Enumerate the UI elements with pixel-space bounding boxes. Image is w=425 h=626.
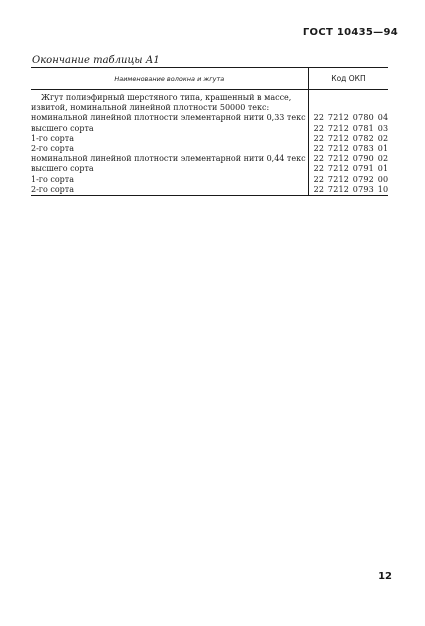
table-caption: Окончание таблицы А1 [32,55,160,66]
row-name: номинальной линейной плотности элементарной нити 0,33 текс [31,113,308,123]
table-row [31,144,388,154]
table-row [31,185,388,196]
table-row [31,164,388,174]
column-header-code: Код ОКП [308,68,388,90]
column-header-name: Наименование волокна и жгута [31,68,308,90]
table-header-row [31,68,388,90]
okp-codes-table [31,67,388,196]
row-name: 1-го сорта [31,175,308,185]
table-row [31,154,388,164]
document-code: ГОСТ 10435—94 [302,27,398,38]
row-code: 22 7212 0781 03 [313,123,389,133]
row-code: 22 7212 0782 02 [313,133,389,143]
row-code: 22 7212 0792 00 [313,174,389,184]
intro-line-2: извитой, номинальной линейной плотности 50000 текс: [31,103,270,113]
row-code: 22 7212 0793 10 [308,185,388,196]
row-name: номинальной линейной плотности элементарной нити 0,44 текс [31,154,308,164]
row-name: высшего сорта [31,124,308,134]
table-row [31,124,388,134]
intro-line-1: Жгут полиэфирный шерстяного типа, крашенный в массе, [41,93,292,102]
table-row [31,134,388,144]
row-name: 2-го сорта [31,144,308,154]
row-name: высшего сорта [31,164,308,174]
row-code: 22 7212 0780 04 [313,113,389,123]
intro-text [31,90,308,114]
row-code: 22 7212 0791 01 [313,164,389,174]
row-name: 1-го сорта [31,134,308,144]
row-code: 22 7212 0783 01 [313,144,389,154]
table-intro-row [31,90,388,114]
row-name: 2-го сорта [31,185,308,196]
page-number: 12 [378,571,392,582]
row-code: 22 7212 0790 02 [313,154,389,164]
intro-code-empty [308,90,388,114]
table-row [31,175,388,185]
table-row [31,113,388,123]
